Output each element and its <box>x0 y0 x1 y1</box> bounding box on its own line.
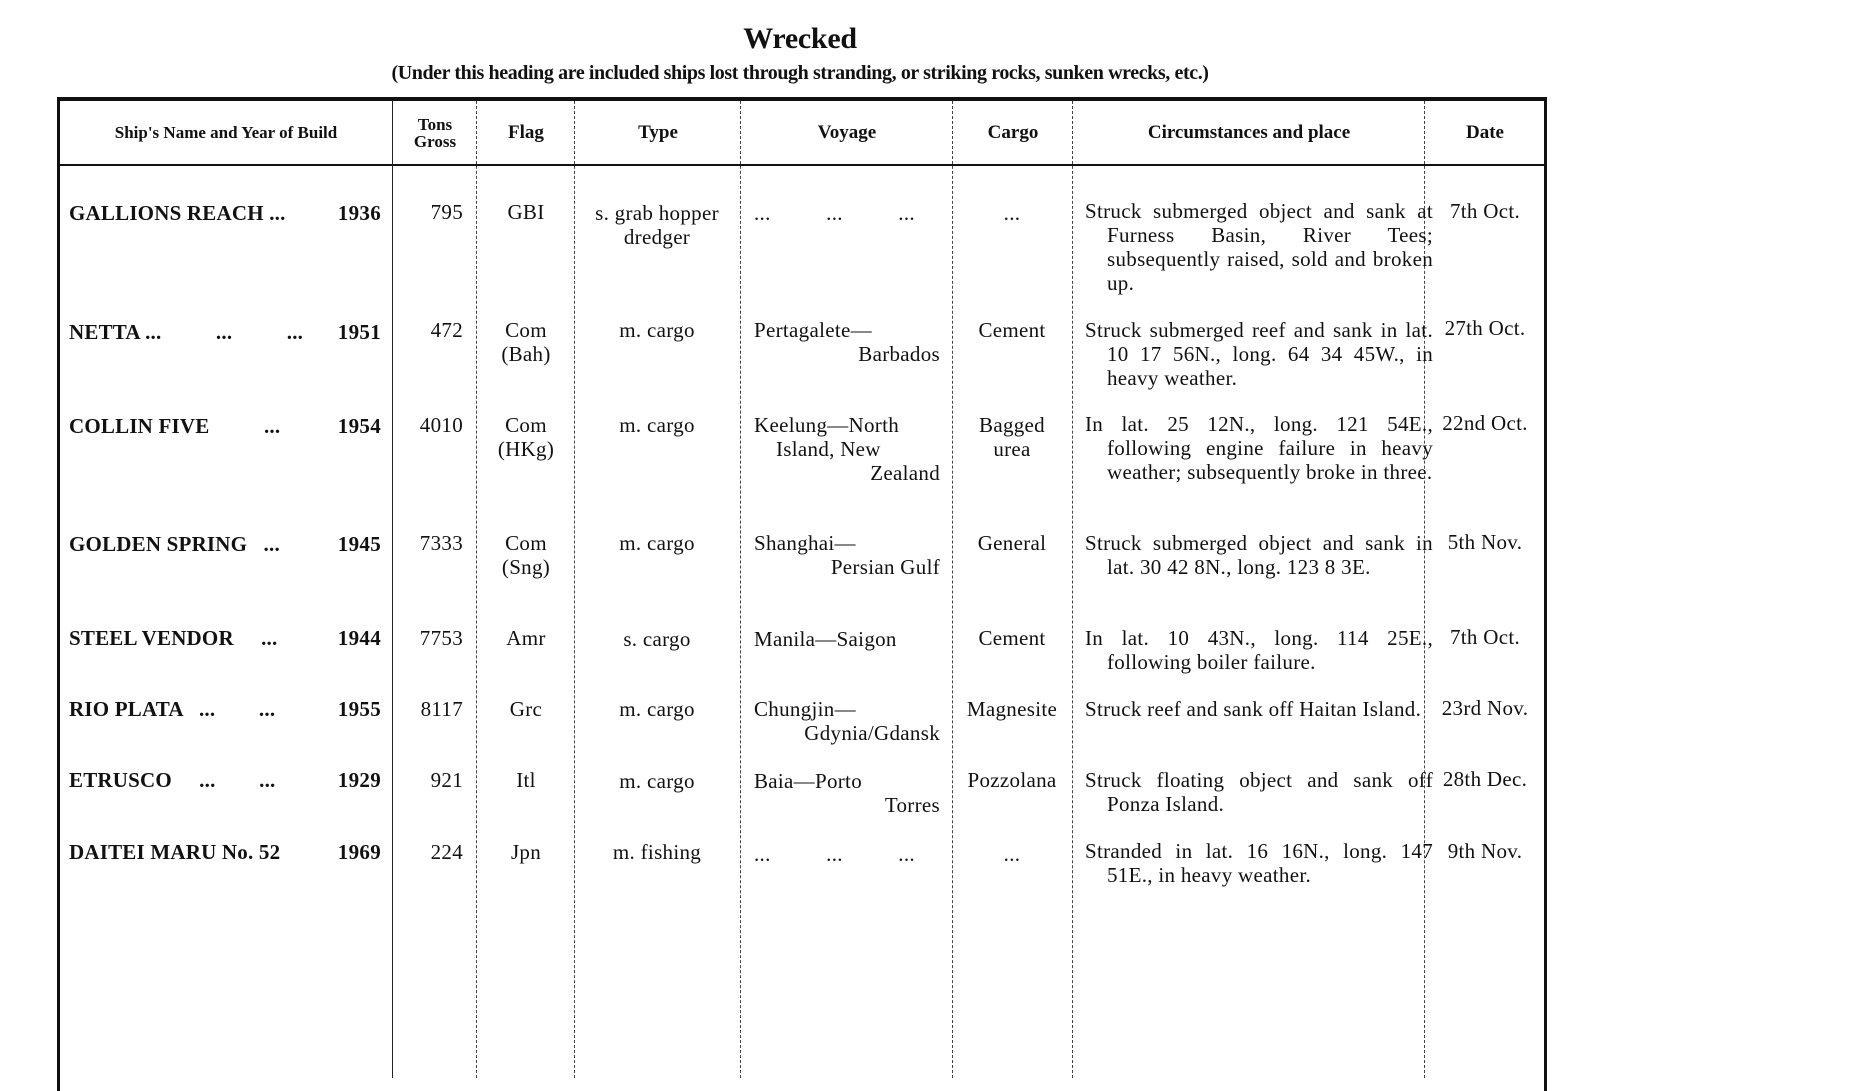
table-row-type: s. grab hopper dredger <box>595 201 719 249</box>
table-row-circumstances: In lat. 10 43N., long. 114 25E., following boiler failure. <box>1085 626 1433 674</box>
table-row-voyage: Keelung—North Island, New Zealand <box>754 413 940 485</box>
table-row-date: 23rd Nov. <box>1441 696 1529 720</box>
header-date: Date <box>1466 122 1504 143</box>
column-divider <box>392 101 393 1078</box>
table-row-tons: 4010 <box>419 413 463 437</box>
table-row-flag: Com (Sng) <box>501 531 551 579</box>
table-row-voyage: Baia—Porto Torres <box>754 769 940 817</box>
header-tons-line2: Gross <box>413 131 457 151</box>
table-row-voyage: Pertagalete— Barbados <box>754 318 940 366</box>
table-row-cargo: Cement <box>978 318 1046 342</box>
header-flag: Flag <box>508 122 544 143</box>
table-row-voyage: ... ... ... <box>754 842 915 866</box>
table-row-flag: GBI <box>507 200 545 224</box>
table-row-circumstances: Stranded in lat. 16 16N., long. 147 51E., in heavy weather. <box>1085 839 1433 887</box>
table-row-circumstances: Struck submerged reef and sank in lat. 10 17 56N., long. 64 34 45W., in heavy weather. <box>1085 318 1433 390</box>
table-row-circumstances: Struck reef and sank off Haitan Island. <box>1085 697 1422 721</box>
page-subtitle: (Under this heading are included ships lost through stranding, or striking rocks, sunken wrecks, etc.) <box>391 62 1209 84</box>
table-row-name: NETTA ... ... ... 1951 <box>69 320 381 344</box>
table-row-flag: Amr <box>506 626 546 650</box>
table-row-date: 5th Nov. <box>1447 530 1523 554</box>
column-divider <box>740 101 741 1078</box>
table-row-type: m. cargo <box>619 769 695 793</box>
table-row-name: GOLDEN SPRING ... 1945 <box>69 532 381 556</box>
table-row-type: m. cargo <box>619 531 695 555</box>
table-row-cargo: Pozzolana <box>967 768 1057 792</box>
table-row-circumstances: Struck floating object and sank off Ponza Island. <box>1085 768 1433 816</box>
table-row-voyage: Chungjin— Gdynia/Gdansk <box>754 697 940 745</box>
table-row-cargo: ... <box>1003 842 1021 866</box>
column-divider <box>1072 101 1073 1078</box>
table-row-tons: 472 <box>430 318 463 342</box>
header-tons-line1: Tons <box>417 114 453 134</box>
table-row-voyage: ... ... ... <box>754 201 915 225</box>
table-row-name: COLLIN FIVE ... 1954 <box>69 414 381 438</box>
table-row-cargo: Magnesite <box>966 697 1058 721</box>
table-row-flag: Com (HKg) <box>497 413 555 461</box>
header-circumstances: Circumstances and place <box>1147 122 1351 143</box>
table-row-name: GALLIONS REACH ... 1936 <box>69 201 381 225</box>
column-divider <box>952 101 953 1078</box>
table-row-cargo: Bagged urea <box>979 413 1045 461</box>
table-row-flag: Com (Bah) <box>501 318 551 366</box>
table-row-voyage: Manila—Saigon <box>754 627 897 651</box>
table-row-name: DAITEI MARU No. 52 1969 <box>69 840 381 864</box>
header-rule <box>57 164 1547 166</box>
table-row-type: s. cargo <box>623 627 691 651</box>
header-name: Ship's Name and Year of Build <box>114 123 338 142</box>
column-divider <box>476 101 477 1078</box>
table-row-type: m. fishing <box>612 840 702 864</box>
table-row-flag: Grc <box>509 697 543 721</box>
header-cargo: Cargo <box>987 122 1039 143</box>
table-row-name: RIO PLATA ... ... 1955 <box>69 697 381 721</box>
table-row-tons: 8117 <box>420 697 463 721</box>
header-type: Type <box>638 122 678 143</box>
table-row-date: 9th Nov. <box>1447 839 1523 863</box>
table-row-date: 7th Oct. <box>1449 199 1521 223</box>
table-row-tons: 7333 <box>419 531 463 555</box>
table-row-cargo: General <box>977 531 1047 555</box>
table-row-circumstances: Struck submerged object and sank in lat. 30 42 8N., long. 123 8 3E. <box>1085 531 1433 579</box>
column-divider <box>574 101 575 1078</box>
table-row-cargo: Cement <box>978 626 1046 650</box>
table-row-tons: 224 <box>430 840 463 864</box>
table-row-tons: 7753 <box>419 626 463 650</box>
table-row-flag: Itl <box>516 768 536 792</box>
table-row-type: m. cargo <box>619 697 695 721</box>
table-row-date: 28th Dec. <box>1442 767 1528 791</box>
header-tons <box>394 101 476 164</box>
table-row-cargo: ... <box>1003 201 1021 225</box>
table-row-date: 22nd Oct. <box>1442 411 1528 435</box>
page-title: Wrecked <box>743 22 857 55</box>
table-row-tons: 921 <box>430 768 463 792</box>
table-row-date: 7th Oct. <box>1449 625 1521 649</box>
table-row-voyage: Shanghai— Persian Gulf <box>754 531 940 579</box>
table-row-date: 27th Oct. <box>1444 316 1526 340</box>
table-row-type: m. cargo <box>619 318 695 342</box>
header-voyage: Voyage <box>817 122 877 143</box>
table-row-circumstances: In lat. 25 12N., long. 121 54E., following engine failure in heavy weather; subsequently broke in three. <box>1085 412 1433 484</box>
table-row-type: m. cargo <box>619 413 695 437</box>
table-row-name: STEEL VENDOR ... 1944 <box>69 626 381 650</box>
table-row-name: ETRUSCO ... ... 1929 <box>69 768 381 792</box>
table-row-flag: Jpn <box>510 840 542 864</box>
table-row-tons: 795 <box>430 200 463 224</box>
table-row-circumstances: Struck submerged object and sank at Furness Basin, River Tees; subsequently raised, sold and broken up. <box>1085 199 1433 295</box>
